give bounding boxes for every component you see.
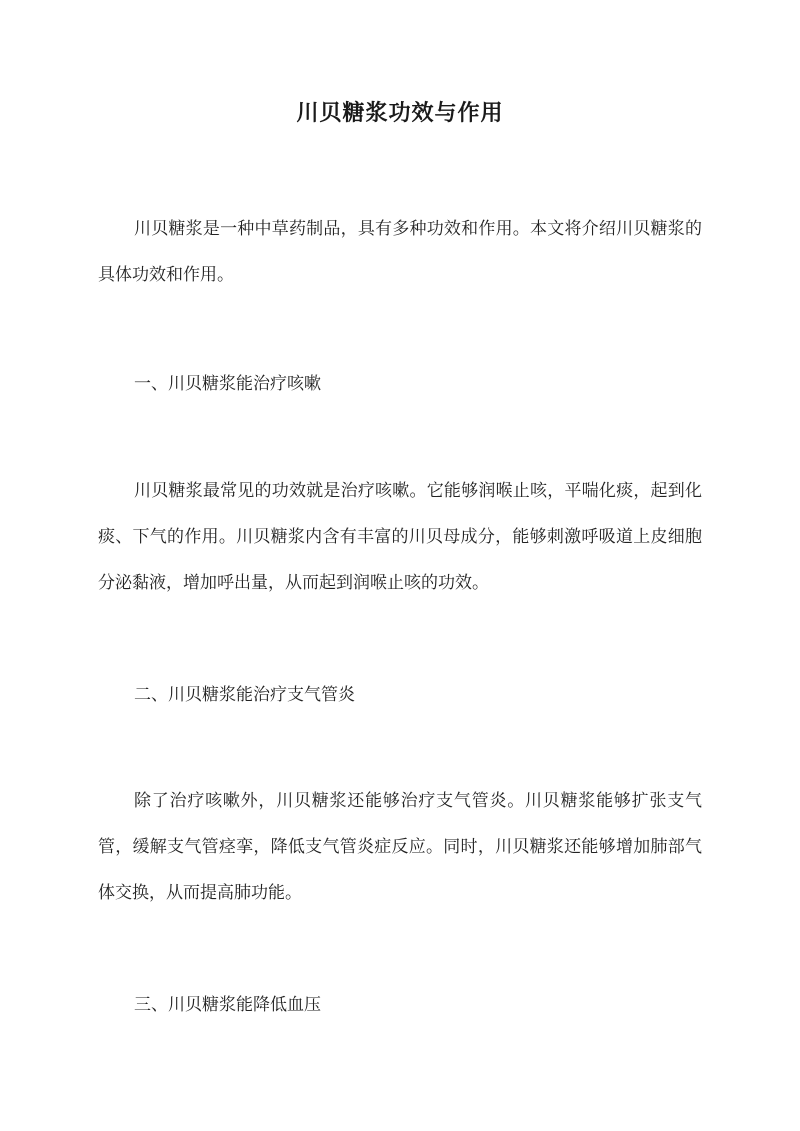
document-title: 川贝糖浆功效与作用 [296, 100, 504, 126]
section-heading-1: 一、川贝糖浆能治疗咳嗽 [134, 374, 321, 394]
intro-paragraph: 川贝糖浆是一种中草药制品，具有多种功效和作用。本文将介绍川贝糖浆的具体功效和作用。 [98, 219, 702, 285]
section-heading-2: 二、川贝糖浆能治疗支气管炎 [134, 685, 355, 705]
section-body-2: 除了治疗咳嗽外，川贝糖浆还能够治疗支气管炎。川贝糖浆能够扩张支气管，缓解支气管痉挛，降低支气管炎症反应。同时，川贝糖浆还能够增加肺部气体交换，从而提高肺功能。 [98, 791, 702, 903]
section-heading-3: 三、川贝糖浆能降低血压 [134, 995, 321, 1015]
section-body-1: 川贝糖浆最常见的功效就是治疗咳嗽。它能够润喉止咳，平喘化痰，起到化痰、下气的作用。川贝糖浆内含有丰富的川贝母成分，能够刺激呼吸道上皮细胞分泌黏液，增加呼出量，从而起到润喉止咳的功效。 [98, 481, 702, 593]
